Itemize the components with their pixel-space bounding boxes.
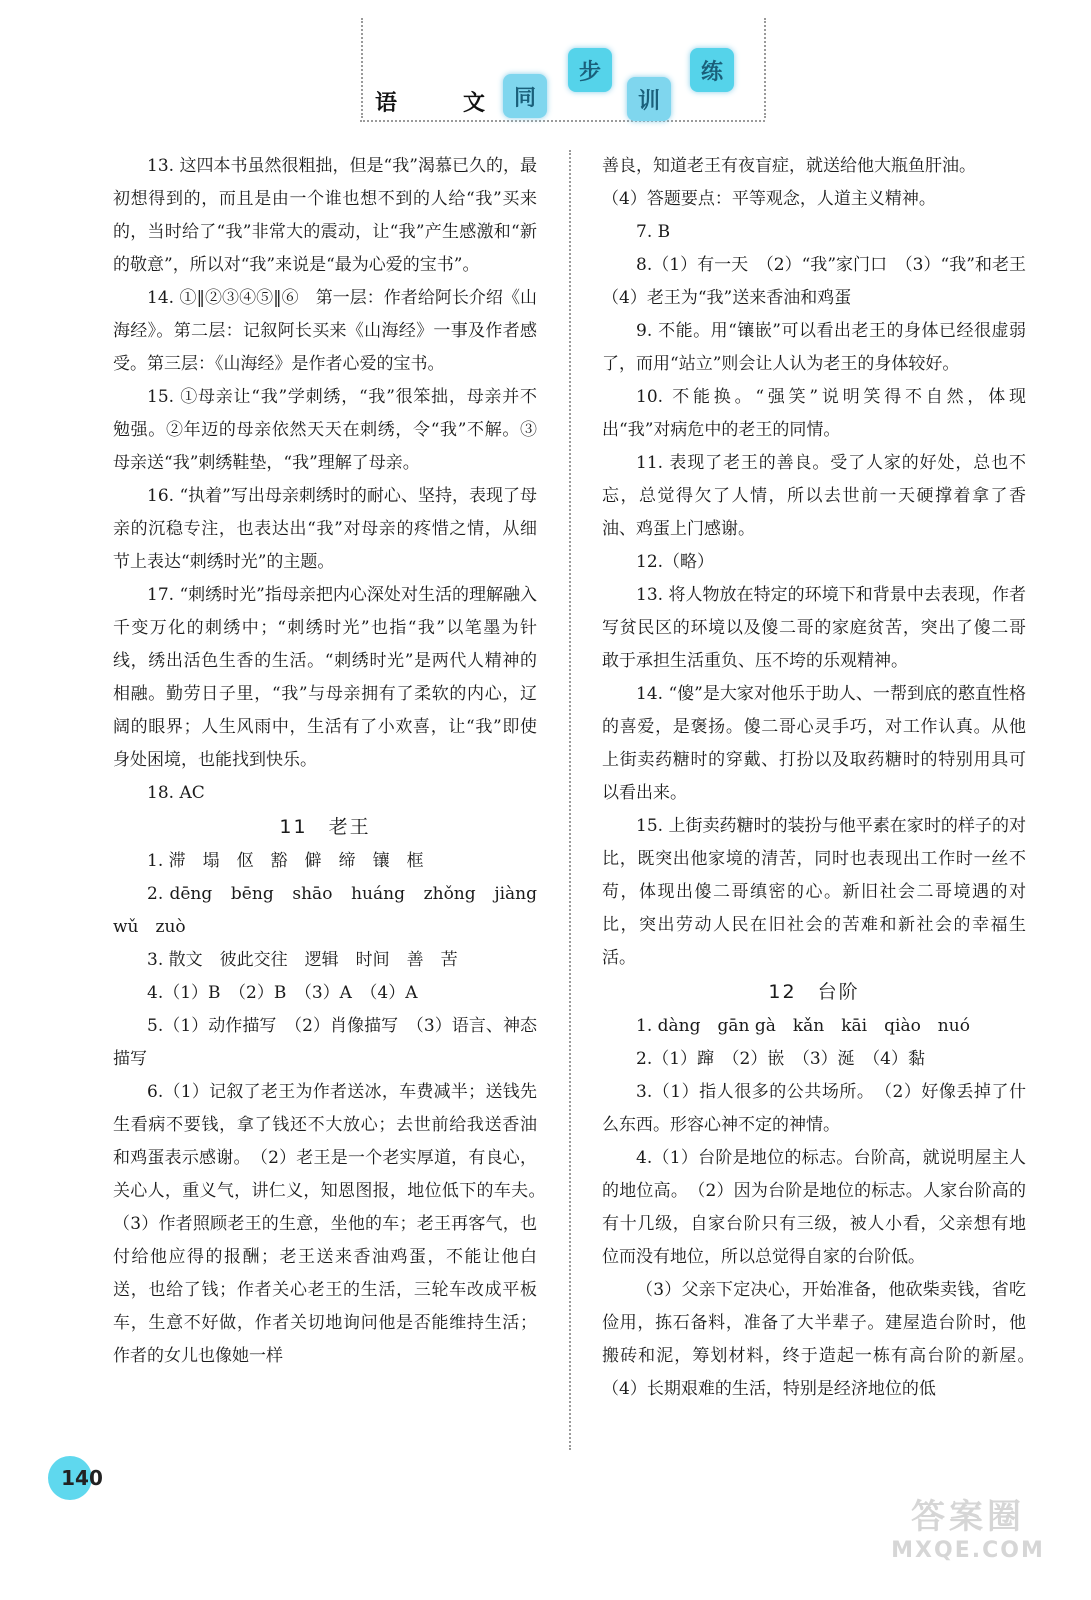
answer-paragraph: 11. 表现了老王的善良。受了人家的好处，总也不忘，总觉得欠了人情，所以去世前一天硬撑着拿了香油、鸡蛋上门感谢。 [602, 453, 1026, 539]
series-char-box-1: 同 [503, 74, 547, 118]
page-header [0, 0, 1091, 135]
subject-char-1: 语 [375, 91, 398, 116]
answer-paragraph: 4.（1）B （2）B （3）A （4）A [147, 983, 418, 1003]
answer-paragraph: 2.（1）蹿 （2）嵌 （3）涎 （4）黏 [636, 1049, 925, 1069]
answer-column-left [113, 150, 554, 1373]
answer-paragraph: 2. dēng bēng shāo huáng zhǒng jiàng wǔ zuò [113, 884, 554, 937]
answer-paragraph: 18. AC [147, 783, 205, 803]
subject-char-2: 文 [462, 91, 485, 116]
site-watermark [873, 1497, 1063, 1563]
answer-paragraph: 12.（略） [636, 552, 715, 572]
answer-paragraph: 5.（1）动作描写 （2）肖像描写 （3）语言、神态描写 [113, 1016, 537, 1069]
answer-paragraph: 17. “刺绣时光”指母亲把内心深处对生活的理解融入千变万化的刺绣中；“刺绣时光”也指“我”以笔墨为针线，绣出活色生香的生活。“刺绣时光”是两代人精神的相融。勤劳日子里，“我”与母亲拥有了柔软的内心，辽阔的眼界；人生风雨中，生活有了小欢喜，让“我”即使身处困境，也能找到快乐。 [113, 585, 537, 770]
answer-paragraph: 7. B [636, 222, 671, 242]
answer-paragraph: 14. ①‖②③④⑤‖⑥ 第一层：作者给阿长介绍《山海经》。第二层：记叙阿长买来《山海经》一事及作者感受。第三层：《山海经》是作者心爱的宝书。 [113, 288, 537, 374]
header-right-divider [764, 18, 766, 118]
subject-title [375, 86, 485, 117]
answer-paragraph: （3）父亲下定决心，开始准备，他砍柴卖钱，省吃俭用，拣石备料，准备了大半辈子。建屋造台阶时，他搬砖和泥，筹划材料，终于造起一栋有高台阶的新屋。 （4）长期艰难的生活，特别是经济地位的低 [602, 1280, 1043, 1399]
answer-paragraph: 1. dàng gān gà kǎn kāi qiào nuó [636, 1016, 970, 1036]
answer-paragraph: 3. 散文 彼此交往 逻辑 时间 善 苦 [147, 950, 458, 970]
series-char-box-4: 练 [690, 48, 734, 92]
answer-paragraph: 14. “傻”是大家对他乐于助人、一帮到底的憨直性格的喜爱，是褒扬。傻二哥心灵手巧，对工作认真。从他上街卖药糖时的穿戴、打扮以及取药糖时的特别用具可以看出来。 [602, 684, 1026, 803]
answer-paragraph: 10. 不能换。“强笑”说明笑得不自然，体现出“我”对病危中的老王的同情。 [602, 387, 1026, 440]
page-number: 140 [52, 1456, 112, 1500]
answer-paragraph: 4.（1）台阶是地位的标志。台阶高，就说明屋主人的地位高。 （2）因为台阶是地位的标志。人家台阶高的有十几级，自家台阶只有三级，被人小看，父亲想有地位而没有地位，所以总觉得自家的台阶低。 [602, 1148, 1026, 1267]
watermark-logo-text: 答案圈 [911, 1497, 1025, 1537]
section-heading: 11 老王 [279, 816, 371, 838]
answer-paragraph: 15. ①母亲让“我”学刺绣，“我”很笨拙，母亲并不勉强。②年迈的母亲依然天天在刺绣，令“我”不解。③母亲送“我”刺绣鞋垫，“我”理解了母亲。 [113, 387, 537, 473]
header-underline [360, 120, 765, 122]
answer-paragraph: 16. “执着”写出母亲刺绣时的耐心、坚持，表现了母亲的沉稳专注，也表达出“我”对母亲的疼惜之情，从细节上表达“刺绣时光”的主题。 [113, 486, 537, 572]
series-char-box-2: 步 [568, 48, 612, 92]
watermark-url: MXQE.COM [891, 1538, 1045, 1563]
answer-paragraph: 3.（1）指人很多的公共场所。 （2）好像丢掉了什么东西。形容心神不定的神情。 [602, 1082, 1026, 1135]
answer-paragraph: 6.（1）记叙了老王为作者送冰，车费减半；送钱先生看病不要钱，拿了钱还不大放心；去世前给我送香油和鸡蛋表示感谢。 （2）老王是一个老实厚道，有良心，关心人，重义气，讲仁义，知恩图报，地位低下的车夫。 （3）作者照顾老王的生意，坐他的车；老王再客气，也付给他应得的报酬；老王送来香油鸡蛋，不能让他白送，也给了钱；作者关心老王的生活，三轮车改成平板车，生意不好做，作者关切地询问他是否能维持生活；作者的女儿也像她一样 [113, 1082, 554, 1366]
answer-column-right [602, 150, 1043, 1406]
answer-paragraph: 8.（1）有一天 （2）“我”家门口 （3）“我”和老王 （4）老王为“我”送来香油和鸡蛋 [602, 255, 1043, 308]
column-divider [569, 150, 571, 1450]
answer-paragraph: 善良，知道老王有夜盲症，就送给他大瓶鱼肝油。 [602, 156, 976, 176]
answer-paragraph: 13. 这四本书虽然很粗拙，但是“我”渴慕已久的，最初想得到的，而且是由一个谁也想不到的人给“我”买来的，当时给了“我”非常大的震动，让“我”产生感激和“新的敬意”，所以对“我”来说是“最为心爱的宝书”。 [113, 156, 537, 275]
answer-paragraph: 13. 将人物放在特定的环境下和背景中去表现，作者写贫民区的环境以及傻二哥的家庭贫苦，突出了傻二哥敢于承担生活重负、压不垮的乐观精神。 [602, 585, 1026, 671]
series-char-box-3: 训 [627, 77, 671, 121]
answer-paragraph: 15. 上街卖药糖时的装扮与他平素在家时的样子的对比，既突出他家境的清苦，同时也表现出工作时一丝不苟，体现出傻二哥缜密的心。新旧社会二哥境遇的对比，突出劳动人民在旧社会的苦难和新社会的幸福生活。 [602, 816, 1026, 968]
answer-paragraph: 1. 滞 塌 伛 豁 僻 缔 镶 框 [147, 851, 424, 871]
section-heading: 12 台阶 [768, 981, 860, 1003]
answer-paragraph: 9. 不能。用“镶嵌”可以看出老王的身体已经很虚弱了，而用“站立”则会让人认为老王的身体较好。 [602, 321, 1026, 374]
header-left-divider [361, 18, 363, 118]
answer-paragraph: （4）答题要点：平等观念，人道主义精神。 [602, 189, 936, 209]
